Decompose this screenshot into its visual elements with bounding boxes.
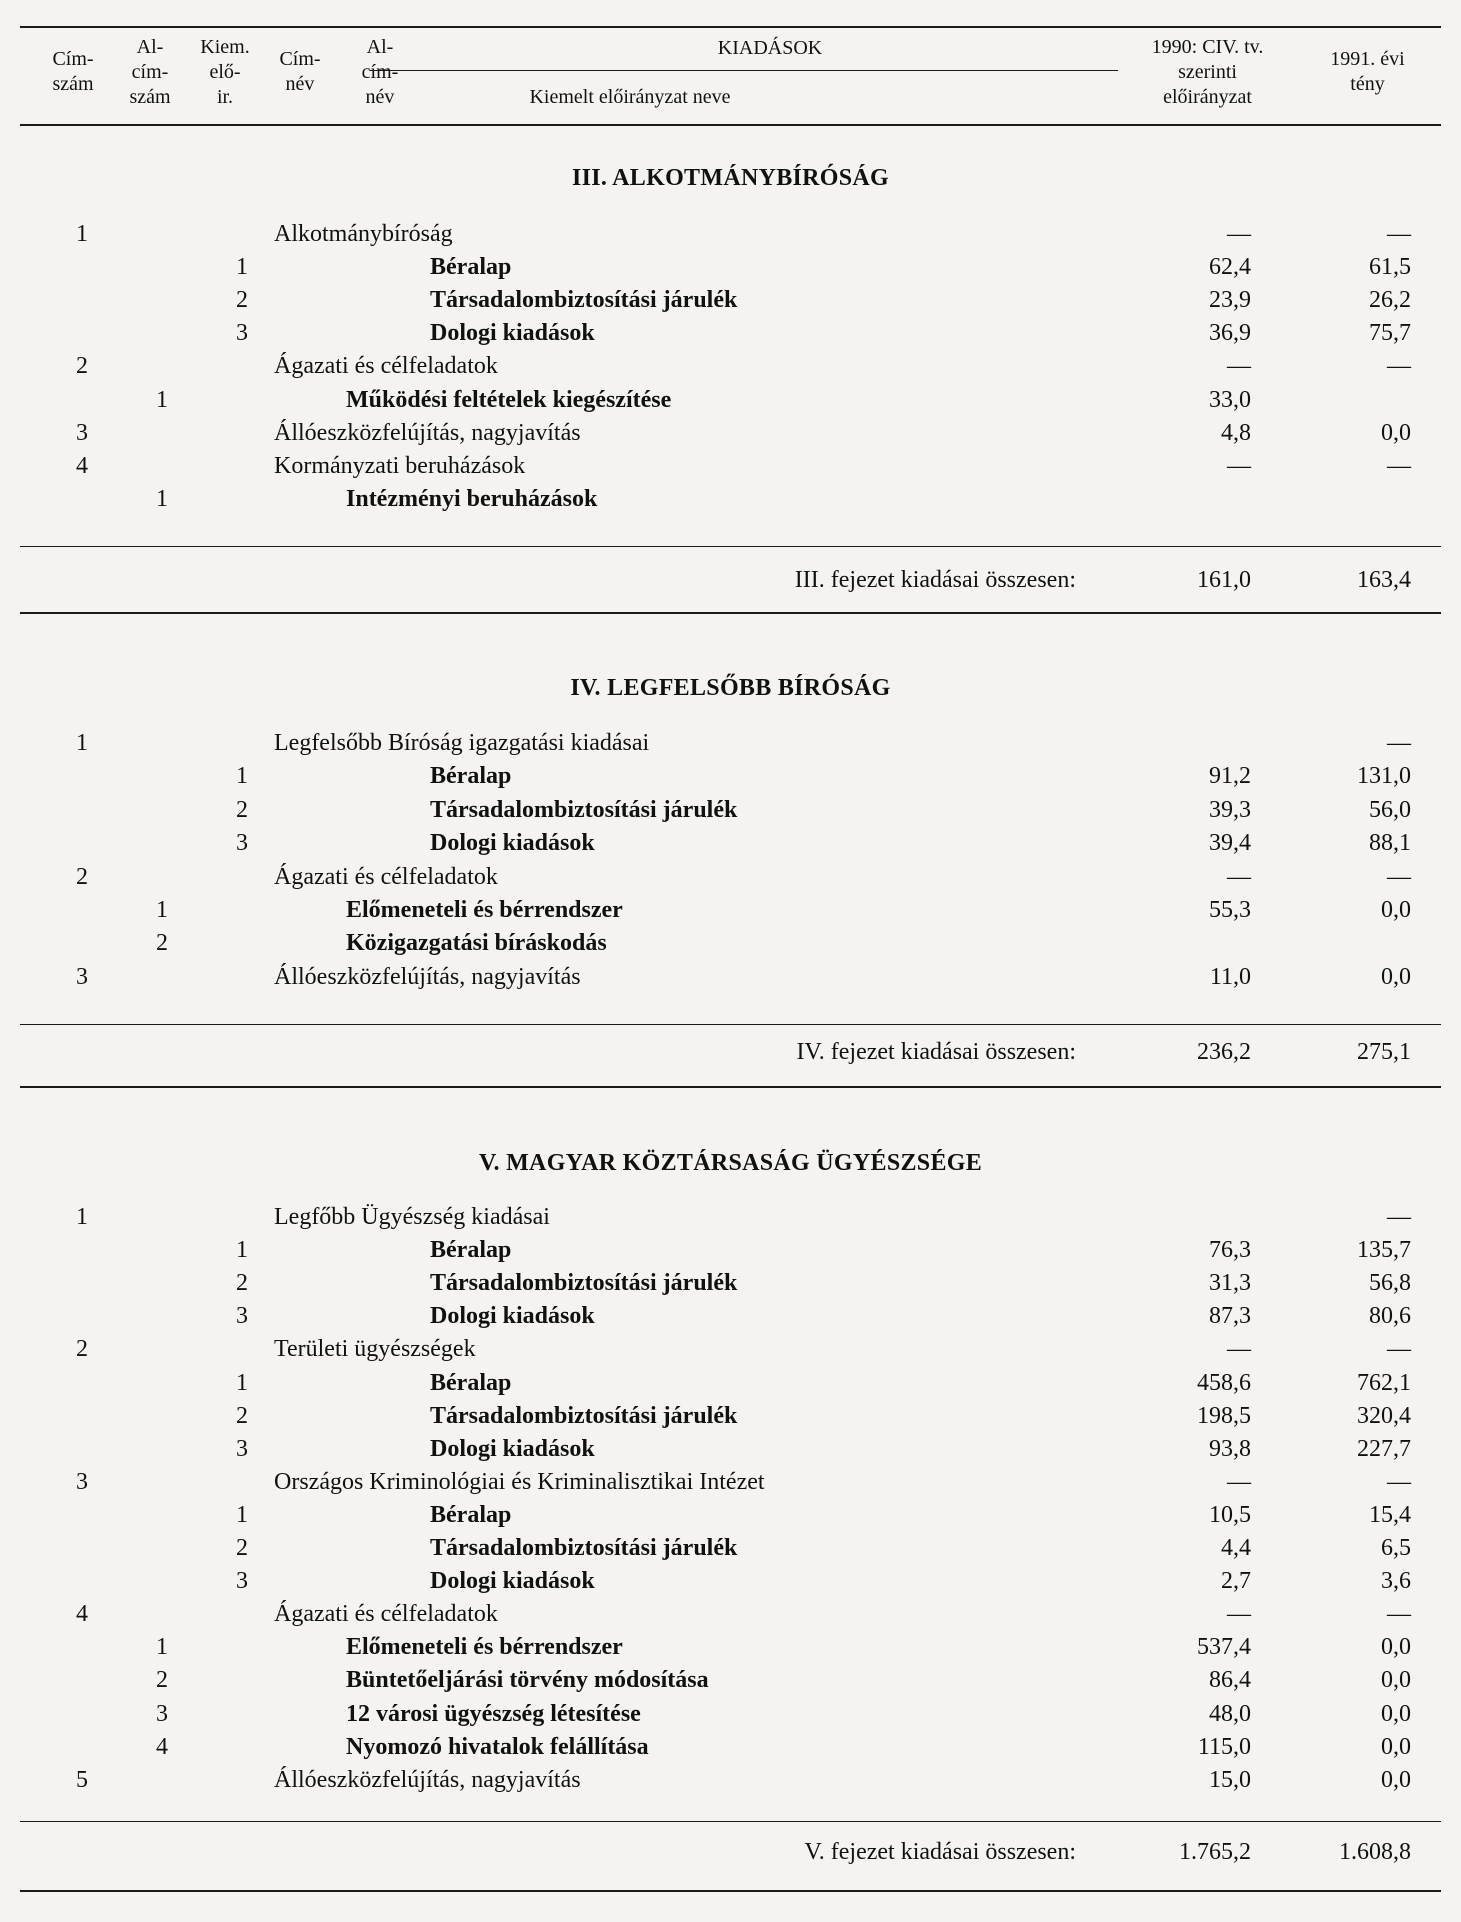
value-1991: — xyxy=(1387,1601,1411,1628)
value-1991: 56,8 xyxy=(1369,1270,1411,1297)
item-number: 3 xyxy=(236,1435,248,1462)
value-1991: 227,7 xyxy=(1357,1435,1411,1462)
total-1990: 1.765,2 xyxy=(1179,1839,1251,1865)
header-top-rule xyxy=(20,26,1441,28)
table-row xyxy=(0,251,1461,284)
item-name: Dologi kiadások xyxy=(430,1303,595,1330)
value-1990: 87,3 xyxy=(1209,1303,1251,1330)
value-1991: 320,4 xyxy=(1357,1402,1411,1429)
table-row xyxy=(0,1499,1461,1532)
table-row xyxy=(0,861,1461,894)
table-row xyxy=(0,1731,1461,1764)
value-1990: 115,0 xyxy=(1197,1733,1251,1760)
value-1991: — xyxy=(1387,730,1411,756)
value-1991: 26,2 xyxy=(1369,287,1411,314)
table-row xyxy=(0,450,1461,483)
section-title: V. MAGYAR KÖZTÁRSASÁG ÜGYÉSZSÉGE xyxy=(478,1150,983,1176)
value-1991: 135,7 xyxy=(1357,1237,1411,1264)
item-number: 2 xyxy=(236,796,248,823)
item-name: Állóeszközfelújítás, nagyjavítás xyxy=(274,1766,581,1793)
item-name: Büntetőeljárási törvény módosítása xyxy=(346,1667,709,1694)
item-name: Előmeneteli és bérrendszer xyxy=(346,897,623,923)
value-1990: 4,4 xyxy=(1221,1535,1251,1561)
cim-number: 4 xyxy=(76,452,88,479)
total-1991: 163,4 xyxy=(1357,567,1411,593)
value-1990: — xyxy=(1227,1468,1251,1495)
item-name: Béralap xyxy=(430,1501,512,1528)
value-1990: 458,6 xyxy=(1197,1369,1251,1396)
total-1991: 275,1 xyxy=(1357,1039,1411,1065)
value-1991: 0,0 xyxy=(1381,1733,1411,1760)
total-top-rule xyxy=(20,546,1441,547)
value-1990: 2,7 xyxy=(1221,1568,1251,1595)
cim-number: 3 xyxy=(76,963,88,990)
value-1990: 76,3 xyxy=(1209,1237,1251,1264)
value-1990: 4,8 xyxy=(1221,419,1251,446)
value-1990: 55,3 xyxy=(1209,897,1251,923)
table-row xyxy=(0,1631,1461,1664)
cim-number: 5 xyxy=(76,1766,88,1793)
value-1991: 75,7 xyxy=(1369,320,1411,347)
value-1990: — xyxy=(1227,863,1251,890)
total-bottom-rule xyxy=(20,1086,1441,1088)
value-1991: 56,0 xyxy=(1369,796,1411,823)
item-name: Társadalombiztosítási járulék xyxy=(430,287,738,314)
header-kiemelt-nev: Kiemelt előirányzat neve xyxy=(529,86,731,108)
header-cim-nev: Cím- név xyxy=(279,48,321,95)
header-kiadasok-underline xyxy=(370,70,1118,71)
header-1991: 1991. évi tény xyxy=(1330,48,1405,95)
header-alcim-nev: Al- cím- név xyxy=(361,36,399,108)
value-1991: — xyxy=(1387,1468,1411,1495)
table-row xyxy=(0,1565,1461,1598)
table-row xyxy=(0,1598,1461,1631)
value-1990: 39,4 xyxy=(1209,830,1251,857)
table-row xyxy=(0,384,1461,417)
item-name: Kormányzati beruházások xyxy=(274,452,526,479)
value-1990: 86,4 xyxy=(1209,1667,1251,1694)
value-1990: — xyxy=(1227,1601,1251,1628)
total-top-rule xyxy=(20,1821,1441,1822)
item-name: Országos Kriminológiai és Kriminalisztikai Intézet xyxy=(274,1468,765,1495)
item-name: Dologi kiadások xyxy=(430,830,595,857)
value-1991: 0,0 xyxy=(1381,1634,1411,1661)
total-1990: 236,2 xyxy=(1197,1039,1251,1065)
table-row xyxy=(0,1698,1461,1731)
item-name: Ágazati és célfeladatok xyxy=(274,863,498,890)
table-row xyxy=(0,794,1461,827)
value-1990: 93,8 xyxy=(1209,1435,1251,1462)
value-1991: — xyxy=(1387,863,1411,890)
table-row xyxy=(0,1764,1461,1797)
table-row xyxy=(0,760,1461,793)
table-row xyxy=(0,284,1461,317)
value-1991: 3,6 xyxy=(1381,1568,1411,1595)
value-1991: 61,5 xyxy=(1369,254,1411,281)
total-1990: 161,0 xyxy=(1197,567,1251,593)
value-1991: — xyxy=(1387,353,1411,380)
total-bottom-rule xyxy=(20,1890,1441,1892)
alcim-number: 2 xyxy=(156,1667,168,1694)
value-1990: — xyxy=(1227,1336,1251,1363)
item-number: 3 xyxy=(236,320,248,347)
table-row xyxy=(0,1367,1461,1400)
header-1990: 1990: CIV. tv. szerinti előirányzat xyxy=(1151,36,1264,108)
item-name: 12 városi ügyészség létesítése xyxy=(346,1700,641,1727)
alcim-number: 3 xyxy=(156,1700,168,1727)
value-1990: 33,0 xyxy=(1209,386,1251,413)
header-cim-szam: Cím- szám xyxy=(52,48,94,95)
cim-number: 1 xyxy=(76,730,88,756)
total-1991: 1.608,8 xyxy=(1339,1839,1411,1865)
item-name: Társadalombiztosítási járulék xyxy=(430,1535,738,1561)
cim-number: 3 xyxy=(76,419,88,446)
value-1991: — xyxy=(1387,1336,1411,1363)
item-name: Társadalombiztosítási járulék xyxy=(430,1402,738,1429)
table-row xyxy=(0,1466,1461,1499)
total-label: IV. fejezet kiadásai összesen: xyxy=(796,1039,1076,1065)
alcim-number: 2 xyxy=(156,930,168,957)
total-top-rule xyxy=(20,1024,1441,1025)
item-number: 2 xyxy=(236,1535,248,1561)
value-1990: 10,5 xyxy=(1209,1501,1251,1528)
section-total-row xyxy=(0,1836,1461,1869)
value-1991: 15,4 xyxy=(1369,1501,1411,1528)
value-1991: 6,5 xyxy=(1381,1535,1411,1561)
total-label: III. fejezet kiadásai összesen: xyxy=(794,567,1076,593)
table-row xyxy=(0,1201,1461,1234)
table-row xyxy=(0,894,1461,927)
table-row xyxy=(0,1433,1461,1466)
item-name: Állóeszközfelújítás, nagyjavítás xyxy=(274,419,581,446)
item-name: Legfőbb Ügyészség kiadásai xyxy=(274,1204,550,1230)
value-1990: 11,0 xyxy=(1209,963,1251,990)
table-row xyxy=(0,1532,1461,1565)
item-name: Legfelsőbb Bíróság igazgatási kiadásai xyxy=(274,730,650,756)
table-row xyxy=(0,1234,1461,1267)
table-row xyxy=(0,350,1461,383)
table-row xyxy=(0,483,1461,516)
value-1990: 48,0 xyxy=(1209,1700,1251,1727)
value-1990: 537,4 xyxy=(1197,1634,1251,1661)
item-name: Béralap xyxy=(430,254,512,281)
item-name: Alkotmánybíróság xyxy=(274,221,453,247)
value-1990: 91,2 xyxy=(1209,763,1251,790)
item-number: 3 xyxy=(236,830,248,857)
item-name: Állóeszközfelújítás, nagyjavítás xyxy=(274,963,581,990)
value-1991: 131,0 xyxy=(1357,763,1411,790)
value-1990: 15,0 xyxy=(1209,1766,1251,1793)
item-number: 1 xyxy=(236,1237,248,1264)
item-name: Dologi kiadások xyxy=(430,1435,595,1462)
value-1990: — xyxy=(1227,353,1251,380)
item-name: Területi ügyészségek xyxy=(274,1336,476,1363)
value-1991: — xyxy=(1387,1204,1411,1230)
item-number: 2 xyxy=(236,1402,248,1429)
item-name: Ágazati és célfeladatok xyxy=(274,1601,498,1628)
total-bottom-rule xyxy=(20,612,1441,614)
item-number: 1 xyxy=(236,1501,248,1528)
item-number: 1 xyxy=(236,763,248,790)
table-row xyxy=(0,417,1461,450)
section-total-row xyxy=(0,1036,1461,1069)
value-1990: — xyxy=(1227,452,1251,479)
item-name: Működési feltételek kiegészítése xyxy=(346,386,672,413)
value-1990: 36,9 xyxy=(1209,320,1251,347)
value-1991: 0,0 xyxy=(1381,897,1411,923)
item-name: Dologi kiadások xyxy=(430,1568,595,1595)
cim-number: 2 xyxy=(76,353,88,380)
table-row xyxy=(0,1333,1461,1366)
table-row xyxy=(0,317,1461,350)
item-name: Társadalombiztosítási járulék xyxy=(430,796,738,823)
value-1991: 762,1 xyxy=(1357,1369,1411,1396)
cim-number: 2 xyxy=(76,1336,88,1363)
cim-number: 2 xyxy=(76,863,88,890)
section-total-row xyxy=(0,564,1461,597)
item-name: Közigazgatási bíráskodás xyxy=(346,930,607,957)
table-row xyxy=(0,218,1461,251)
item-number: 2 xyxy=(236,287,248,314)
value-1990: 23,9 xyxy=(1209,287,1251,314)
cim-number: 1 xyxy=(76,1204,88,1230)
value-1991: 0,0 xyxy=(1381,1766,1411,1793)
header-bottom-rule xyxy=(20,124,1441,126)
table-row xyxy=(0,827,1461,860)
table-row xyxy=(0,1400,1461,1433)
table-row xyxy=(0,727,1461,760)
cim-number: 3 xyxy=(76,1468,88,1495)
item-name: Nyomozó hivatalok felállítása xyxy=(346,1733,649,1760)
value-1991: — xyxy=(1387,452,1411,479)
value-1991: 80,6 xyxy=(1369,1303,1411,1330)
item-number: 3 xyxy=(236,1568,248,1595)
alcim-number: 1 xyxy=(156,1634,168,1661)
item-name: Béralap xyxy=(430,763,512,790)
table-row xyxy=(0,1267,1461,1300)
item-name: Társadalombiztosítási járulék xyxy=(430,1270,738,1297)
item-name: Béralap xyxy=(430,1237,512,1264)
cim-number: 1 xyxy=(76,221,88,247)
item-name: Dologi kiadások xyxy=(430,320,595,347)
item-number: 1 xyxy=(236,1369,248,1396)
item-name: Ágazati és célfeladatok xyxy=(274,353,498,380)
item-number: 1 xyxy=(236,254,248,281)
item-number: 3 xyxy=(236,1303,248,1330)
value-1991: 0,0 xyxy=(1381,963,1411,990)
value-1990: — xyxy=(1227,221,1251,247)
alcim-number: 4 xyxy=(156,1733,168,1760)
header-alcim-szam: Al- cím- szám xyxy=(129,36,171,108)
value-1991: 0,0 xyxy=(1381,419,1411,446)
item-name: Béralap xyxy=(430,1369,512,1396)
value-1991: 0,0 xyxy=(1381,1667,1411,1694)
item-number: 2 xyxy=(236,1270,248,1297)
table-row xyxy=(0,927,1461,960)
value-1990: 39,3 xyxy=(1209,796,1251,823)
item-name: Előmeneteli és bérrendszer xyxy=(346,1634,623,1661)
table-row xyxy=(0,1664,1461,1697)
alcim-number: 1 xyxy=(156,485,168,512)
value-1990: 31,3 xyxy=(1209,1270,1251,1297)
cim-number: 4 xyxy=(76,1601,88,1628)
value-1991: 88,1 xyxy=(1369,830,1411,857)
value-1990: 198,5 xyxy=(1197,1402,1251,1429)
table-row xyxy=(0,1300,1461,1333)
item-name: Intézményi beruházások xyxy=(346,485,598,512)
value-1991: 0,0 xyxy=(1381,1700,1411,1727)
value-1990: 62,4 xyxy=(1209,254,1251,281)
table-row xyxy=(0,961,1461,994)
section-title: IV. LEGFELSŐBB BÍRÓSÁG xyxy=(570,675,891,701)
total-label: V. fejezet kiadásai összesen: xyxy=(804,1839,1076,1865)
header-kiemelt-elo-ir: Kiem. elő- ir. xyxy=(200,36,250,108)
value-1991: — xyxy=(1387,221,1411,247)
section-title: III. ALKOTMÁNYBÍRÓSÁG xyxy=(571,165,890,191)
alcim-number: 1 xyxy=(156,897,168,923)
header-kiadasok: KIADÁSOK xyxy=(717,37,823,59)
alcim-number: 1 xyxy=(156,386,168,413)
